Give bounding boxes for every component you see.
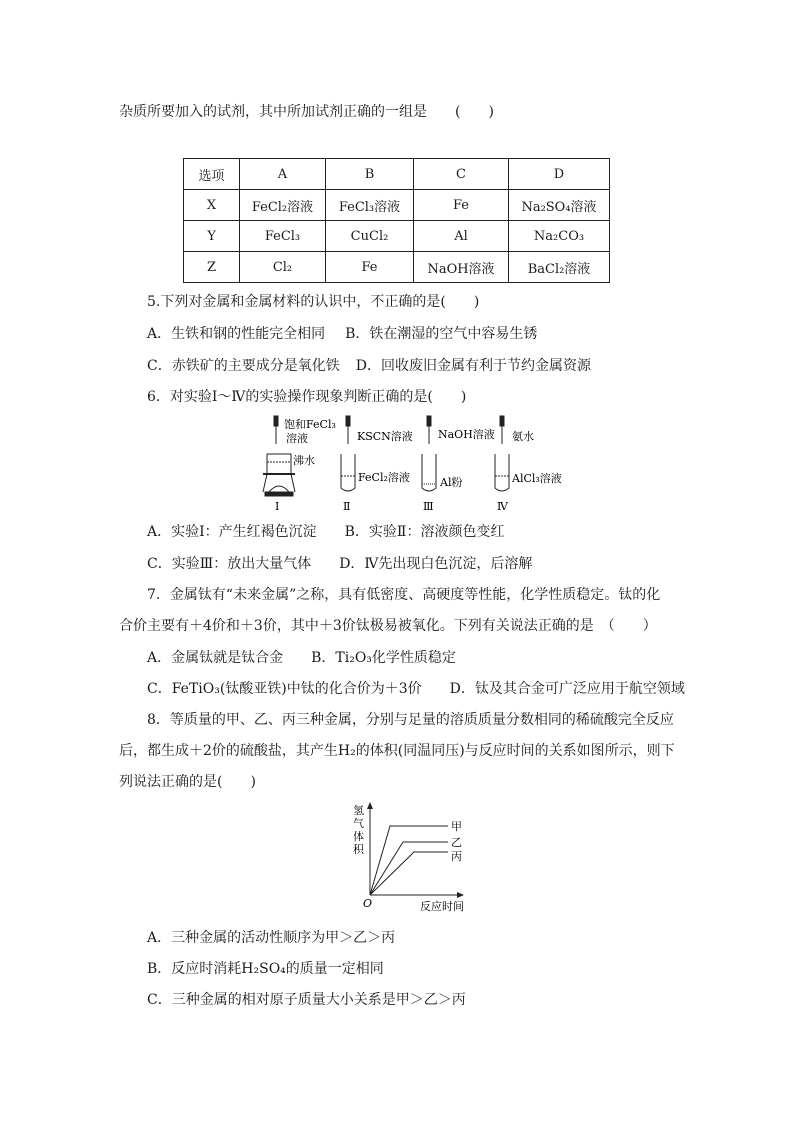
q8-stem-2: 后，都生成＋2价的硫酸盐，其产生H₂的体积(同温同压)与反应时间的关系如图所示，则下	[119, 743, 675, 759]
q6-experiment-figure	[255, 414, 575, 514]
q5-option-b: B．铁在潮湿的空气中容易生锈	[345, 326, 538, 342]
table-row	[184, 252, 610, 283]
series-label-bing: 丙	[451, 850, 462, 863]
q5-stem: 5.下列对金属和金属材料的认识中，不正确的是( )	[147, 294, 480, 310]
table-cell: CuCl₂	[326, 221, 414, 252]
q6-options-cd: C．实验Ⅲ：放出大量气体 D．Ⅳ先出现白色沉淀，后溶解	[147, 556, 533, 572]
reagent1-label: 饱和FeCl₃	[284, 418, 336, 431]
series-line-bing	[370, 852, 448, 895]
series-label-yi: 乙	[451, 836, 462, 849]
table-cell: FeCl₂溶液	[240, 190, 326, 221]
table-row	[184, 221, 610, 252]
intro-stem: 杂质所要加入的试剂，其中所加试剂正确的一组是	[119, 104, 427, 120]
experiment-2	[341, 416, 355, 491]
table-cell: Y	[184, 221, 240, 252]
boiling-water-label: 沸水	[293, 454, 315, 467]
roman-label-2: Ⅱ	[343, 500, 351, 513]
q8-stem-1: 8．等质量的甲、乙、丙三种金属，分别与足量的溶质质量分数相同的稀硫酸完全反应	[147, 712, 674, 728]
reagent1-label-2: 溶液	[286, 432, 308, 445]
origin-label: O	[363, 897, 373, 910]
q5-options-ab	[147, 324, 537, 344]
y-label-char: 气	[353, 817, 364, 830]
roman-label-4: Ⅳ	[497, 500, 508, 513]
y-axis-arrow	[367, 802, 373, 809]
table-cell: FeCl₃	[240, 221, 326, 252]
reagent4-label: 氨水	[512, 430, 534, 443]
roman-label-3: Ⅲ	[423, 500, 434, 513]
q8-option-a: A．三种金属的活动性顺序为甲＞乙＞丙	[147, 930, 396, 946]
q6-options-ab: A．实验Ⅰ：产生红褐色沉淀 B．实验Ⅱ：溶液颜色变红	[147, 524, 505, 540]
table-header-row	[184, 159, 610, 190]
experiment-4	[495, 416, 509, 491]
answer-blank: ( )	[455, 104, 494, 120]
intro-text	[119, 102, 494, 122]
q5-option-c: C．赤铁矿的主要成分是氧化铁	[147, 358, 340, 374]
y-label-char: 氢	[353, 804, 364, 817]
table-cell: FeCl₃溶液	[326, 190, 414, 221]
series-line-yi	[370, 842, 448, 895]
reagent2-label: KSCN溶液	[357, 430, 413, 443]
q8-option-b: B．反应时消耗H₂SO₄的质量一定相同	[147, 961, 384, 977]
solution3-label: Al粉	[440, 476, 463, 489]
q8-stem-3: 列说法正确的是( )	[119, 774, 256, 790]
q5-option-a: A．生铁和钢的性能完全相同	[147, 326, 326, 342]
series-line-jia	[370, 826, 448, 895]
table-cell: 选项	[184, 159, 240, 190]
y-label-char: 积	[353, 843, 364, 856]
table-cell: NaOH溶液	[414, 252, 509, 283]
reagent3-label: NaOH溶液	[438, 428, 495, 441]
table-cell: Z	[184, 252, 240, 283]
x-axis-arrow	[457, 892, 464, 898]
experiment-3	[422, 416, 436, 491]
q5-options-cd	[147, 356, 591, 376]
y-label-char: 体	[353, 830, 364, 843]
table-cell: X	[184, 190, 240, 221]
solution4-label: AlCl₃溶液	[512, 472, 562, 485]
table-cell: A	[240, 159, 326, 190]
q5-option-d: D．回收废旧金属有利于节约金属资源	[355, 358, 591, 374]
table-cell: Fe	[414, 190, 509, 221]
table-row	[184, 190, 610, 221]
x-axis-label: 反应时间	[420, 900, 464, 913]
table-cell: BaCl₂溶液	[509, 252, 610, 283]
q7-stem-1: 7．金属钛有“未来金属”之称，具有低密度、高硬度等性能，化学性质稳定。钛的化	[147, 587, 661, 603]
table-cell: Al	[414, 221, 509, 252]
q7-options-ab: A．金属钛就是钛合金 B．Ti₂O₃化学性质稳定	[147, 650, 456, 666]
options-table	[183, 158, 610, 283]
table-cell: Cl₂	[240, 252, 326, 283]
q7-options-cd: C．FeTiO₃(钛酸亚铁)中钛的化合价为＋3价 D．钛及其合金可广泛应用于航空领域	[147, 681, 685, 697]
table-cell: Na₂CO₃	[509, 221, 610, 252]
roman-label-1: Ⅰ	[275, 500, 280, 513]
q7-stem-2: 合价主要有＋4价和＋3价，其中＋3价钛极易被氧化。下列有关说法正确的是 （ ）	[119, 618, 657, 634]
table-cell: D	[509, 159, 610, 190]
table-cell: B	[326, 159, 414, 190]
table-cell: Fe	[326, 252, 414, 283]
series-label-jia: 甲	[451, 820, 462, 833]
table-cell: Na₂SO₄溶液	[509, 190, 610, 221]
q8-option-c: C．三种金属的相对原子质量大小关系是甲＞乙＞丙	[147, 992, 466, 1008]
solution2-label: FeCl₂溶液	[358, 471, 410, 484]
q6-stem: 6．对实验Ⅰ～Ⅳ的实验操作现象判断正确的是( )	[147, 389, 467, 405]
q8-graph	[350, 800, 480, 915]
table-cell: C	[414, 159, 509, 190]
